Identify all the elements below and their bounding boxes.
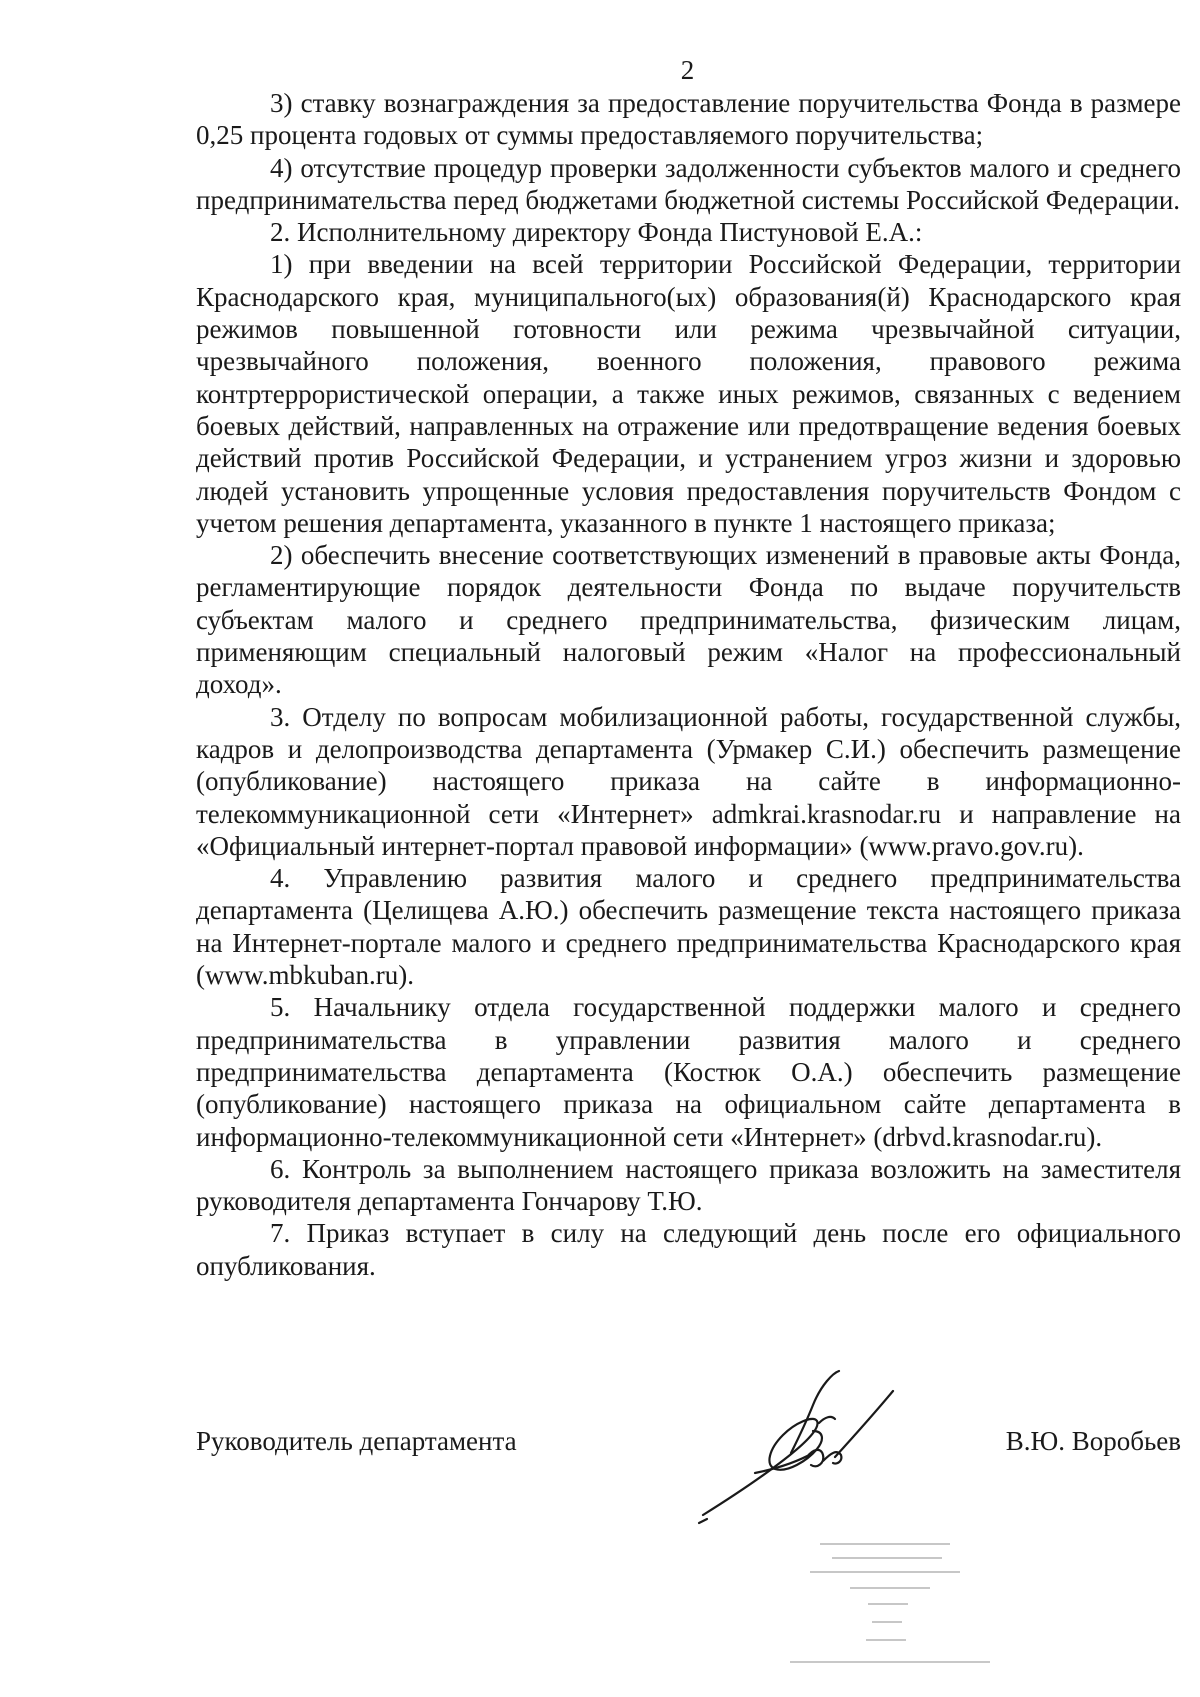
paragraph-section-2-item-1: 1) при введении на всей территории Российской Федерации, территории Краснодарского края, муниципального(ых) образования(й) Краснодарского края режимов повышенной готовности или режима чрезвычайной ситуации, чрезвычайного положения, военного положения, правового режима контртеррористической операции, а также иных режимов, связанных с ведением боевых действий, направленных на отражение или предотвращение ведения боевых действий против Российской Федерации, и устранением угроз жизни и здоровью людей установить упрощенные условия предоставления поручительств Фондом с учетом решения департамента, указанного в пункте 1 настоящего приказа; [196,249,1181,538]
signer-position: Руководитель департамента [196,1426,517,1456]
paragraph-section-4: 4. Управлению развития малого и среднего предпринимательства департамента (Целищева А.Ю.) обеспечить размещение текста настоящего приказа на Интернет-портале малого и среднего предпринимательства Краснодарского края (www.mbkuban.ru). [196,863,1181,991]
paragraph-item-3: 3) ставку вознаграждения за предоставление поручительства Фонда в размере 0,25 процента годовых от суммы предоставляемого поручительства; [196,88,1181,151]
paragraph-section-7: 7. Приказ вступает в силу на следующий день после его официального опубликования. [196,1218,1181,1281]
paragraph-section-3: 3. Отделу по вопросам мобилизационной работы, государственной службы, кадров и делопроизводства департамента (Урмакер С.И.) обеспечить размещение (опубликование) настоящего приказа на сайте в информационно-телекоммуникационной сети «Интернет» admkrai.krasnodar.ru и направление на «Официальный интернет-портал правовой информации» (www.pravo.gov.ru). [196,701,1181,861]
paragraph-section-6: 6. Контроль за выполнением настоящего приказа возложить на заместителя руководителя департамента Гончарову Т.Ю. [196,1153,1181,1217]
signer-name: В.Ю. Воробьев [1005,1426,1181,1456]
handwritten-signature [695,1365,915,1535]
paragraph-section-2-item-2: 2) обеспечить внесение соответствующих изменений в правовые акты Фонда, регламентирующие порядок деятельности Фонда по выдаче поручительств субъектам малого и среднего предпринимательства, физическим лицам, применяющим специальный налоговый режим «Налог на профессиональный доход». [196,540,1181,700]
document-body [196,87,1181,1282]
signature-block [196,1425,1181,1465]
faint-stamp [780,1535,1000,1685]
paragraph-section-2: 2. Исполнительному директору Фонда Пистуновой Е.А.: [270,217,923,248]
paragraph-section-5: 5. Начальнику отдела государственной поддержки малого и среднего предпринимательства в управлении развития малого и среднего предпринимательства департамента (Костюк О.А.) обеспечить размещение (опубликование) настоящего приказа на официальном сайте департамента в информационно-телекоммуникационной сети «Интернет» (drbvd.krasnodar.ru). [196,992,1181,1152]
paragraph-item-4: 4) отсутствие процедур проверки задолженности субъектов малого и среднего предпринимательства перед бюджетами бюджетной системы Российской Федерации. [196,152,1181,215]
page-number: 2 [680,55,695,85]
